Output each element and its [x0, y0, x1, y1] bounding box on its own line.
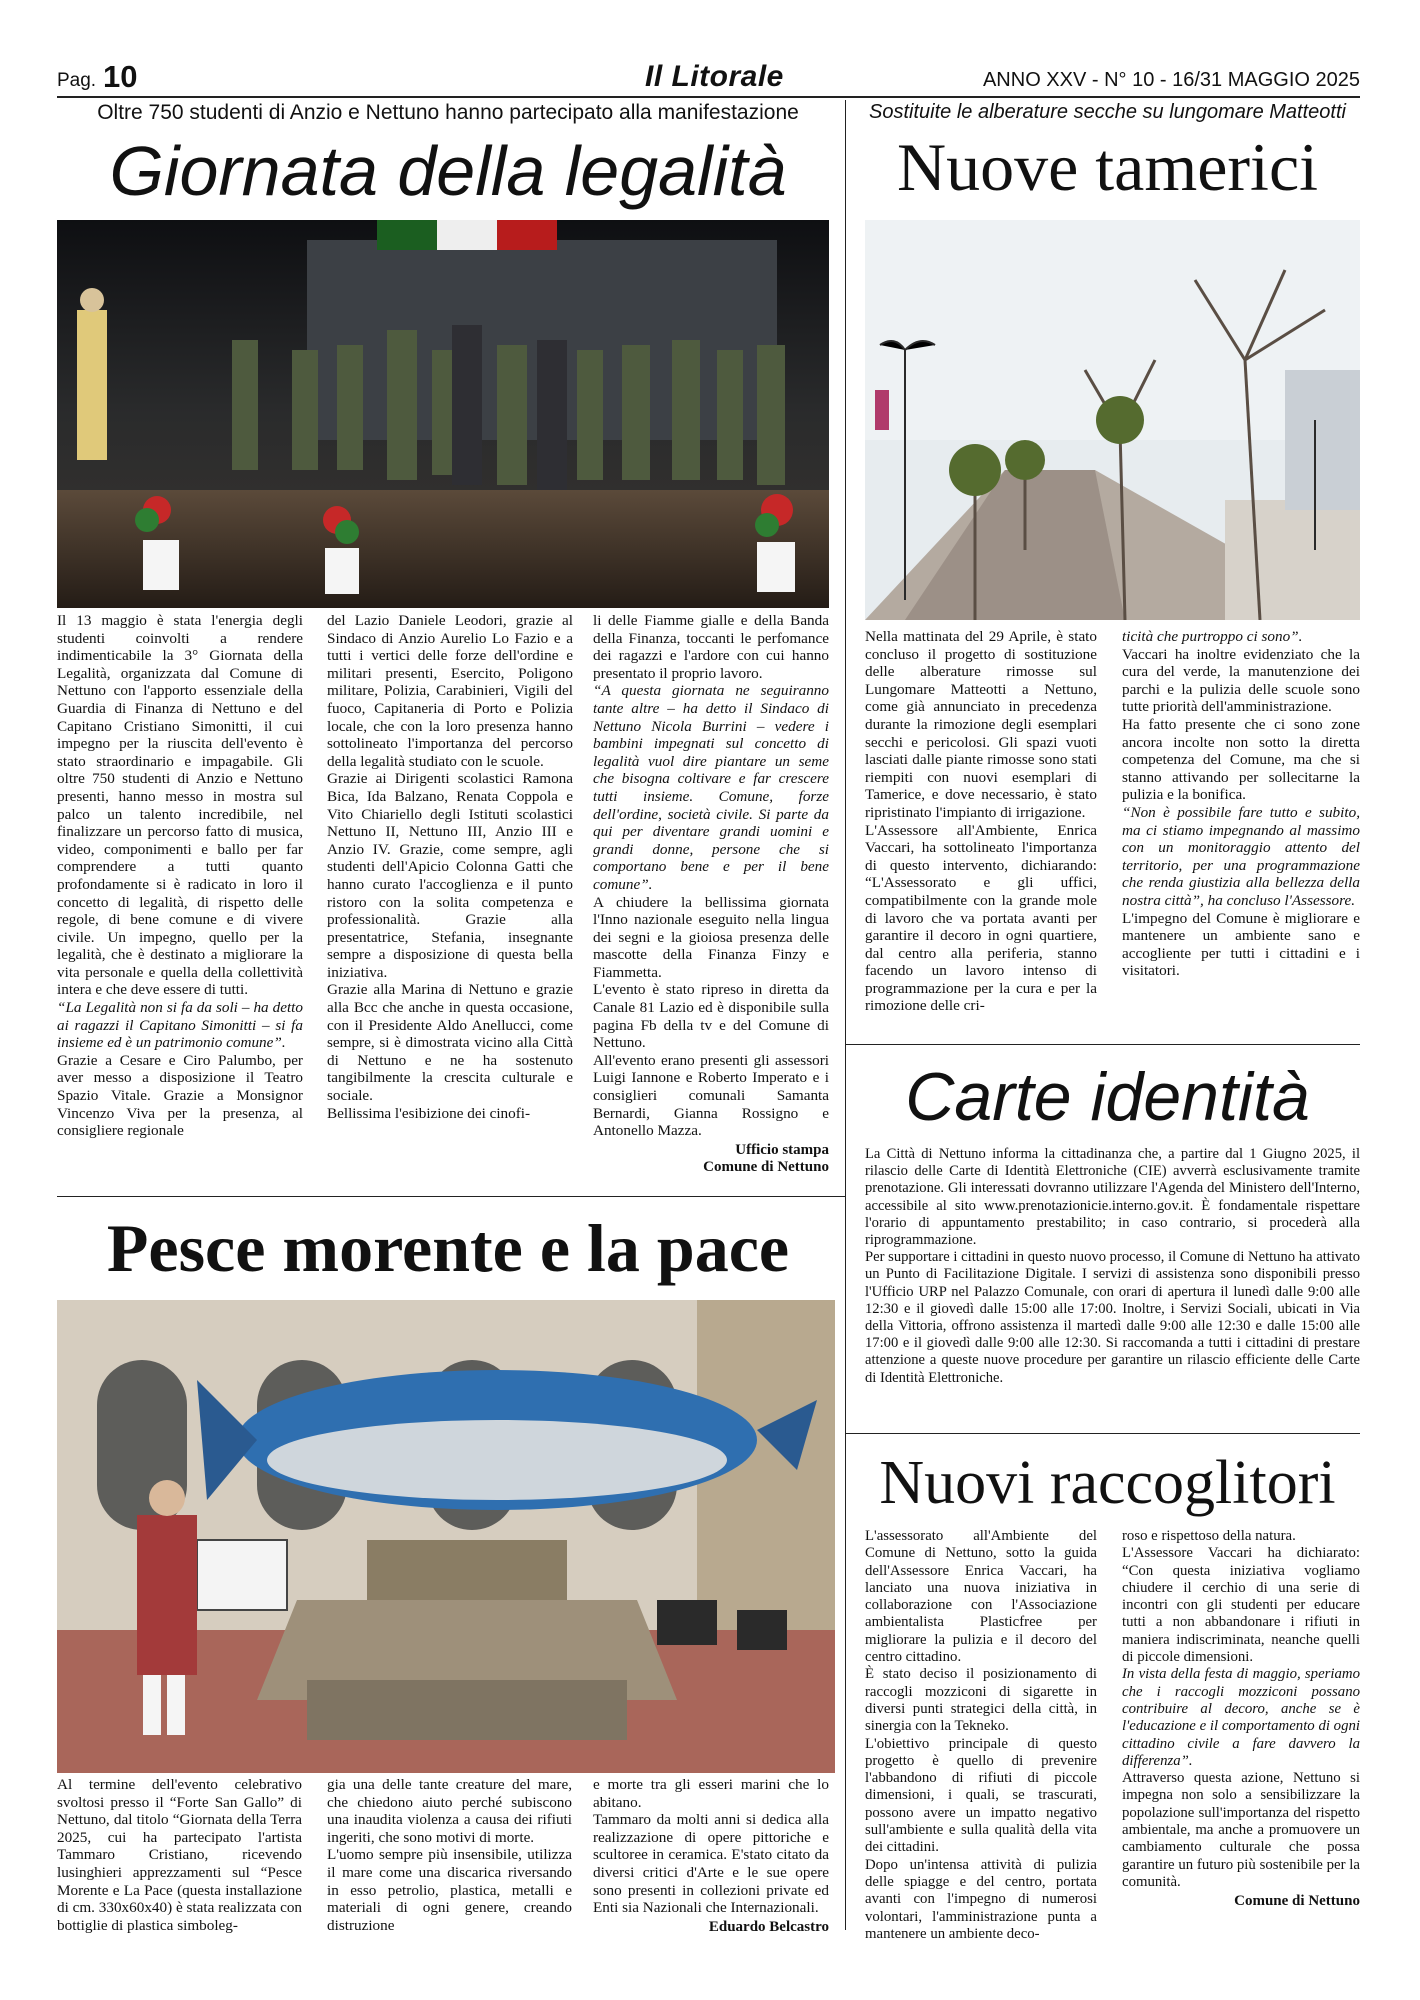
quote: ticità che purtroppo ci sono”.: [1122, 628, 1303, 645]
paragraph: Attraverso questa azione, Nettuno si impegna non solo a sensibilizzare la popolazione sull'importanza del rispetto ambientale, ma anche a promuovere un cambiamento culturale che possa garantire un futuro più sostenibile per la comunità.: [1122, 1770, 1360, 1890]
carte-title: Carte identità: [905, 1059, 1310, 1135]
legalita-col-2: [327, 612, 573, 1122]
pesce-col-1: [57, 1776, 302, 1934]
paragraph: A chiudere la bellissima giornata l'Inno nazionale eseguito nella lingua dei segni e la gioiosa presenza delle mascotte della Finanza Finzy e Fiammetta.: [593, 893, 829, 981]
tamerici-col-1: [865, 628, 1097, 1015]
raccoglitori-col-1: [865, 1528, 1097, 1943]
tamerici-col-2: [1122, 628, 1360, 980]
paragraph: Tammaro da molti anni si dedica alla realizzazione di opere pittoriche e scultoree in ceramica. E'stato citato da diversi critici d'Arte e le sue opere sono presenti in collezioni private ed Enti sia Nazionali che Internazionali.: [593, 1811, 829, 1917]
paragraph: L'obiettivo principale di questo progetto è quello di prevenire l'abbandono di rifiuti di piccole dimensioni, i quali, se trascurati, possono avere un impatto negativo sull'ambiente e sulla qualità della vita dei cittadini.: [865, 1735, 1097, 1856]
paragraph: L'Assessore all'Ambiente, Enrica Vaccari, ha sottolineato l'importanza di questo intervento, dichiarando: “L'Assessorato e gli uffici, compatibilmente con la grande mole di lavoro che va portata avanti per garantire il decoro in ogni quartiere, dal centro alla periferia, stanno facendo un lavoro intenso di programmazione per la cura e per la rimozione delle cri-: [865, 821, 1097, 1015]
paragraph: Grazie a Cesare e Ciro Palumbo, per aver messo a disposizione il Teatro Spazio Vitale. Grazie a Monsignor Vincenzo Viva per la presenza, al consigliere regionale: [57, 1051, 303, 1140]
tamerici-kicker: Sostituite le alberature secche su lungomare Matteotti: [869, 101, 1346, 123]
pesce-title: Pesce morente e la pace: [106, 1210, 790, 1286]
paragraph: Bellissima l'esibizione dei cinofi-: [327, 1104, 531, 1122]
signature: Ufficio stampa: [735, 1141, 829, 1158]
stage-ceremony-photo: [57, 220, 829, 608]
legalita-title: Giornata della legalità: [109, 132, 787, 210]
section-divider: [57, 1196, 845, 1197]
quote: “Non è possibile fare tutto e subito, ma ci stiamo impegnando al massimo con un monitoraggio attento del territorio, per una programmazione che renda giustizia alla bellezza della nostra città”, ha concluso l'Assessore.: [1122, 803, 1360, 909]
tamerici-title: Nuove tamerici: [896, 129, 1319, 205]
paragraph: All'evento erano presenti gli assessori Luigi Iannone e Roberto Imperato e i consiglieri comunali Samanta Bernardi, Gianna Rossigno e Antonello Mazza.: [593, 1051, 829, 1140]
paragraph: L'assessorato all'Ambiente del Comune di Nettuno, sotto la guida dell'Assessore Enrica Vaccari, ha lanciato una nuova iniziativa in collaborazione con l'Associazione ambientalista Plasticfree per migliorare la pulizia e il decoro del centro cittadino.: [865, 1528, 1097, 1666]
paragraph: Nella mattinata del 29 Aprile, è stato concluso il progetto di sostituzione delle alberature rimosse sul Lungomare Matteotti a Nettuno, come già annunciato in precedenza durante la rimozione degli esemplari secchi e pericolosi. Gli spazi vuoti lasciati dalle piante rimosse sono stati riempiti con nuovi esemplari di Tamerice, e dove necessario, è stato ripristinato l'impianto di irrigazione.: [865, 628, 1097, 821]
paragraph: Ha fatto presente che ci sono zone ancora incolte non sotto la diretta competenza del Comune, ma che si stanno attivando per sollecitarne la pulizia e la bonifica.: [1122, 715, 1360, 804]
fish-sculpture-photo: [57, 1300, 835, 1773]
paragraph: L'evento è stato ripreso in diretta da Canale 81 Lazio ed è disponibile sulla pagina Fb della tv e del Comune di Nettuno.: [593, 981, 829, 1052]
legalita-col-1: [57, 612, 303, 1140]
paragraph: li delle Fiamme gialle e della Banda della Finanza, toccanti le perfomance dei ragazzi e l'ardore con cui hanno presentato il proprio lavoro.: [593, 612, 829, 682]
pesce-col-2: [327, 1776, 572, 1934]
legalita-col-3: [593, 612, 829, 1177]
paragraph: Dopo un'intensa attività di pulizia delle spiagge e del centro, portata avanti con l'impegno di numerosi volontari, l'amministrazione punta a mantenere un ambiente deco-: [865, 1856, 1097, 1942]
section-divider: [846, 1433, 1360, 1434]
issue-info: ANNO XXV - N° 10 - 16/31 MAGGIO 2025: [982, 69, 1360, 91]
header-rule: [57, 96, 1360, 98]
paragraph: L'Assessore Vaccari ha dichiarato: “Con questa iniziativa vogliamo chiudere il cerchio di una serie di incontri con gli studenti per educare tutti a non abbandonare i rifiuti in maniera indiscriminata, neanche quelli di piccole dimensioni.: [1122, 1545, 1360, 1666]
raccoglitori-title: Nuovi raccoglitori: [879, 1449, 1336, 1517]
pesce-col-3: [593, 1776, 829, 1936]
column-divider: [845, 1440, 846, 1930]
masthead: Il Litorale: [645, 60, 784, 93]
signature: Eduardo Belcastro: [708, 1918, 829, 1935]
paragraph: L'impegno del Comune è migliorare e mantenere un ambiente sano e accogliente per tutti i cittadini e i visitatori.: [1122, 909, 1360, 980]
signature: Comune di Nettuno: [703, 1159, 829, 1176]
column-divider: [845, 100, 846, 1440]
paragraph: e morte tra gli esseri marini che lo abitano.: [593, 1776, 829, 1811]
quote: “La Legalità non si fa da soli – ha detto ai ragazzi il Capitano Simonitti – si fa insieme ed è un patrimonio comune”.: [57, 999, 303, 1052]
paragraph: È stato deciso il posizionamento di raccogli mozziconi di sigarette in diversi punti strategici della città, in sinergia con la Tekneko.: [865, 1666, 1097, 1735]
paragraph: [1122, 804, 1360, 910]
page-number: 10: [103, 59, 138, 94]
paragraph: [593, 682, 829, 893]
paragraph: del Lazio Daniele Leodori, grazie al Sindaco di Anzio Aurelio Lo Fazio e a tutti i vertici delle forze dell'ordine e militari presenti, Esercito, Poligono militare, Polizia, Carabinieri, Vigili del fuoco, Capitaneria di Porto e Polizia locale, che con la loro presenza hanno sottolineato l'importanza del percorso della legalità studiato con le scuole.: [327, 612, 573, 770]
quote: In vista della festa di maggio, speriamo che i raccogli mozziconi possano contribuire al decoro, anche se è l'educazione e il comportamento di ogni cittadino civile a fare davvero la differenza”.: [1122, 1666, 1360, 1769]
paragraph: [1122, 1666, 1360, 1770]
carte-body: [865, 1146, 1360, 1387]
paragraph: Il 13 maggio è stata l'energia degli studenti coinvolti a rendere indimenticabile la 3° Giornata della Legalità, organizzata dal Comune di Nettuno con l'apporto essenziale della Guardia di Finanza di Nettuno e del Capitano Cristiano Simonitti, il cui impegno per la riuscita dell'evento è stato straordinario e impagabile. Gli oltre 750 studenti di Anzio e Nettuno presenti, hanno messo in mostra sul palco un talento incredibile, nel finalizzare un percorso fatto di musica, video, componimenti e ballo per far comprendere a tutti quanto profondamente si è radicato in loro il concetto di legalità, di rispetto delle regole, di bene comune e di vivere civile. Un impegno, quello per la legalità, che è destinato a migliorare la vita personale e quella della collettività intera e che deve essere di tutti.: [57, 612, 303, 999]
raccoglitori-col-2: [1122, 1528, 1360, 1911]
legalita-kicker: Oltre 750 studenti di Anzio e Nettuno hanno partecipato alla manifestazione: [97, 101, 799, 124]
quote: “A questa giornata ne seguiranno tante altre – ha detto il Sindaco di Nettuno Nicola Burrini – vedere i bambini impegnati sul concetto di legalità vuol dire piantare un seme che bisogna coltivare e far crescere tutti insieme. Comune, forze dell'ordine, società civile. Si parte da qui per diventare grandi uomini e grandi donne, persone che si comportano bene e per il bene comune”.: [593, 682, 829, 893]
paragraph: Per supportare i cittadini in questo nuovo processo, il Comune di Nettuno ha attivato un Punto di Facilitazione Digitale. I servizi di assistenza sono disponibili presso l'Ufficio URP nel Palazzo Comunale, con orari di apertura il lunedì dalle 9:00 alle 12:30 e il giovedì dalle 15:00 alle 17:00. Inoltre, i Servizi Sociali, ubicati in Via della Vittoria, offrono assistenza il martedì dalle 9:00 alle 12:30 e dalle 15:00 alle 17:00 e il giovedì dalle 9:00 alle 12:30. Si raccomanda a tutti i cittadini di prestare attenzione a queste nuove procedure per garantire un rilascio efficiente delle Carte di Identità Elettroniche.: [865, 1249, 1360, 1386]
page-label: Pag.: [57, 70, 97, 91]
paragraph: La Città di Nettuno informa la cittadinanza che, a partire dal 1 Giugno 2025, il rilascio delle Carte di Identità Elettroniche (CIE) avverrà esclusivamente tramite prenotazione. Gli interessati dovranno utilizzare l'Agenda del Ministero dell'Interno, accessibile al sito www.prenotazionicie.interno.gov.it. È fondamentale rispettare l'orario di appuntamento prestabilito; in caso contrario, si procederà alla riprogrammazione.: [865, 1146, 1360, 1249]
seafront-promenade-photo: [865, 220, 1360, 620]
page-header: [57, 56, 1360, 96]
paragraph: roso e rispettoso della natura.: [1122, 1528, 1296, 1544]
paragraph: Grazie ai Dirigenti scolastici Ramona Bica, Ida Balzano, Renata Coppola e Vito Chiariello degli Istituti scolastici Nettuno II, Nettuno III, Anzio III e Anzio IV. Grazie, come sempre, agli studenti dell'Apicio Colonna Gatti che hanno curato l'accoglienza e il punto ristoro con la solita competenza e professionalità. Grazie alla presentatrice, Stefania, insegnante sempre a disposizione di questa bella iniziativa.: [327, 770, 573, 981]
paragraph: Vaccari ha inoltre evidenziato che la cura del verde, la manutenzione dei parchi e la pulizia delle scuole sono tutte priorità dell'amministrazione.: [1122, 645, 1360, 716]
paragraph: [57, 999, 303, 1052]
paragraph: [1122, 628, 1360, 646]
paragraph: Grazie alla Marina di Nettuno e grazie alla Bcc che anche in questa occasione, con il Presidente Aldo Anellucci, come sempre, si è dimostrata vicino alla Città di Nettuno e ne ha sostenuto tangibilmente la crescita culturale e sociale.: [327, 981, 573, 1105]
paragraph: L'uomo sempre più insensibile, utilizza il mare come una discarica riversando in esso petrolio, plastica, metalli e materiali di ogni genere, creando distruzione: [327, 1846, 572, 1934]
paragraph: gia una delle tante creature del mare, che chiedono aiuto perché subiscono una inaudita violenza a causa dei rifiuti ingeriti, che sono motivi di morte.: [327, 1776, 572, 1846]
signature: Comune di Nettuno: [1234, 1893, 1360, 1910]
section-divider: [846, 1044, 1360, 1045]
paragraph: Al termine dell'evento celebrativo svoltosi presso il “Forte San Gallo” di Nettuno, dal titolo “Giornata della Terra 2025, cui ha partecipato l'artista Tammaro Cristiano, ricevendo lusinghieri apprezzamenti sul “Pesce Morente e La Pace (questa installazione di cm. 330x60x40) è stata realizzata con bottiglie di plastica simboleg-: [57, 1776, 303, 1934]
